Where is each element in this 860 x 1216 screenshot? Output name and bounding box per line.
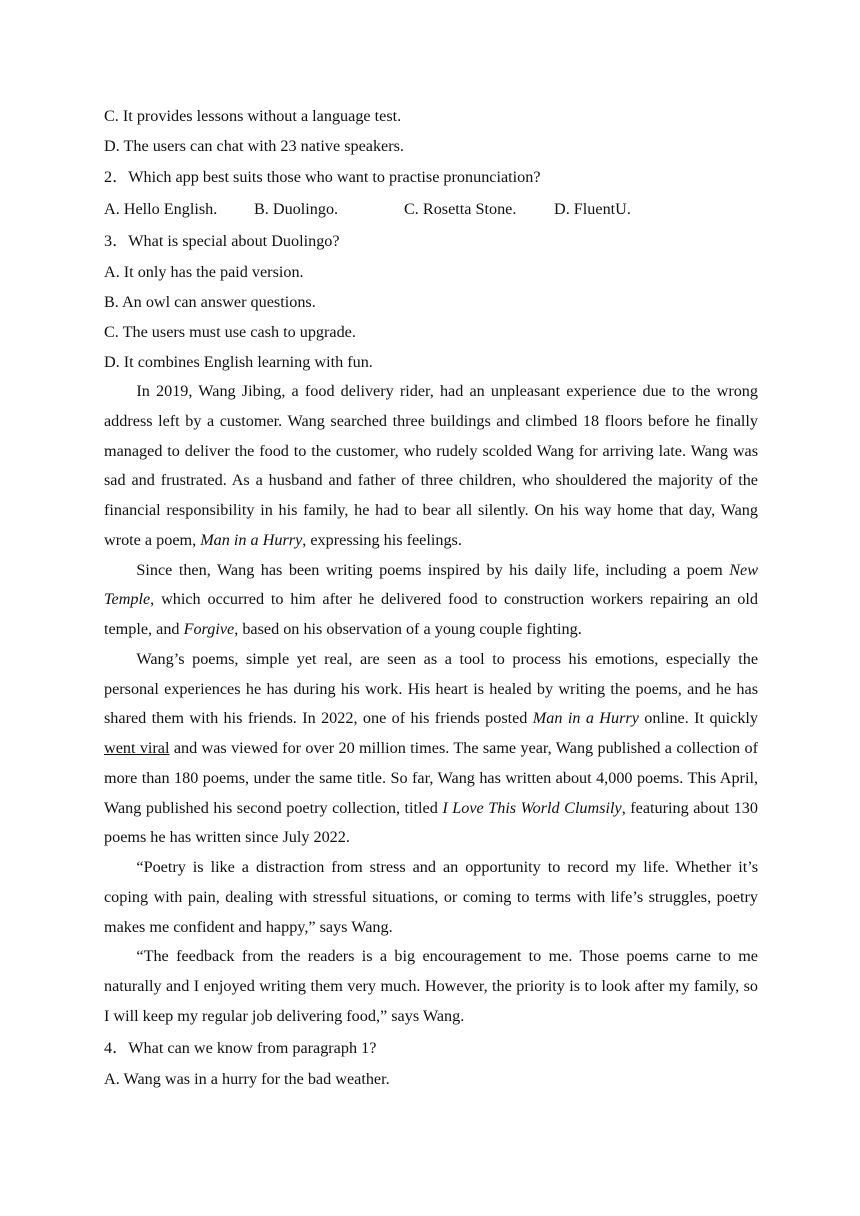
underlined-phrase: went viral xyxy=(104,739,170,757)
poem-title: New Temple xyxy=(104,560,758,609)
question-3-option-b: B. An owl can answer questions. xyxy=(104,293,316,311)
paragraph-3-text-part: and was viewed for over 20 million times. The same year, Wang published a collection of more than 180 poems, under the same title. So far, Wang has written about 4,000 poems. This April, Wang published his second poetry collection, titled xyxy=(104,739,758,817)
passage-paragraph-3 xyxy=(104,645,758,853)
question-3-option-c: C. The users must use cash to upgrade. xyxy=(104,323,356,341)
paragraph-3-text-end: , featuring about 130 poems he has written since July 2022. xyxy=(104,798,758,847)
question-2-option-b: B. Duolingo. xyxy=(254,200,339,218)
passage-paragraph-2 xyxy=(104,556,758,645)
question-4-option-a: A. Wang was in a hurry for the bad weather. xyxy=(104,1069,390,1088)
passage-paragraph-1 xyxy=(104,377,758,556)
question-3-stem: 3．What is special about Duolingo? xyxy=(104,232,340,250)
collection-title: I Love This World Clumsily xyxy=(442,798,622,817)
option-c: C. It provides lessons without a language test. xyxy=(104,107,402,125)
paragraph-1-text-end: , expressing his feelings. xyxy=(302,530,462,549)
paragraph-2-text-end: , based on his observation of a young couple fighting. xyxy=(234,620,582,638)
question-2-option-c: C. Rosetta Stone. xyxy=(404,200,517,218)
question-3-option-a: A. It only has the paid version. xyxy=(104,263,304,281)
document-body xyxy=(104,101,758,1094)
paragraph-2-text-middle: , which occurred to him after he delivered food to construction workers repairing an old temple, and xyxy=(104,590,758,638)
option-d: D. The users can chat with 23 native speakers. xyxy=(104,137,404,155)
passage-paragraph-5: “The feedback from the readers is a big encouragement to me. Those poems carne to me naturally and I enjoyed writing them very much. However, the priority is to look after my family, so I will keep my regular job delivering food,” says Wang. xyxy=(104,947,758,1025)
poem-title: Man in a Hurry xyxy=(200,530,303,549)
passage-paragraph-4: “Poetry is like a distraction from stress and an opportunity to record my life. Whether it’s coping with pain, dealing with stressful situations, or coming to terms with life’s struggles, poetry makes me confident and happy,” says Wang. xyxy=(104,858,758,936)
poem-title: Man in a Hurry xyxy=(532,709,639,728)
paragraph-1-text: In 2019, Wang Jibing, a food delivery rider, had an unpleasant experience due to the wrong address left by a customer. Wang searched three buildings and climbed 18 floors before he finally managed to deliver the food to the customer, who rudely scolded Wang for arriving late. Wang was sad and frustrated. As a husband and father of three children, who shouldered the majority of the financial responsibility in his family, he had to bear all silently. On his way home that day, Wang wrote a poem, xyxy=(104,382,758,549)
paragraph-3-text-part: online. It quickly xyxy=(638,709,758,728)
question-2-options xyxy=(104,193,758,225)
poem-title: Forgive xyxy=(183,620,235,638)
paragraph-3-text: Wang’s poems, simple yet real, are seen as a tool to process his emotions, especially the personal experiences he has during his work. His heart is healed by writing the poems, and he has shared them with his friends. In 2022, one of his friends posted xyxy=(104,649,758,728)
question-3-option-d: D. It combines English learning with fun. xyxy=(104,353,373,371)
question-2-stem: 2．Which app best suits those who want to practise pronunciation? xyxy=(104,168,541,186)
paragraph-2-text: Since then, Wang has been writing poems inspired by his daily life, including a poem xyxy=(136,560,730,579)
question-2-option-a: A. Hello English. xyxy=(104,200,218,218)
question-4-stem: 4．What can we know from paragraph 1? xyxy=(104,1038,377,1057)
question-2-option-d: D. FluentU. xyxy=(554,200,631,218)
